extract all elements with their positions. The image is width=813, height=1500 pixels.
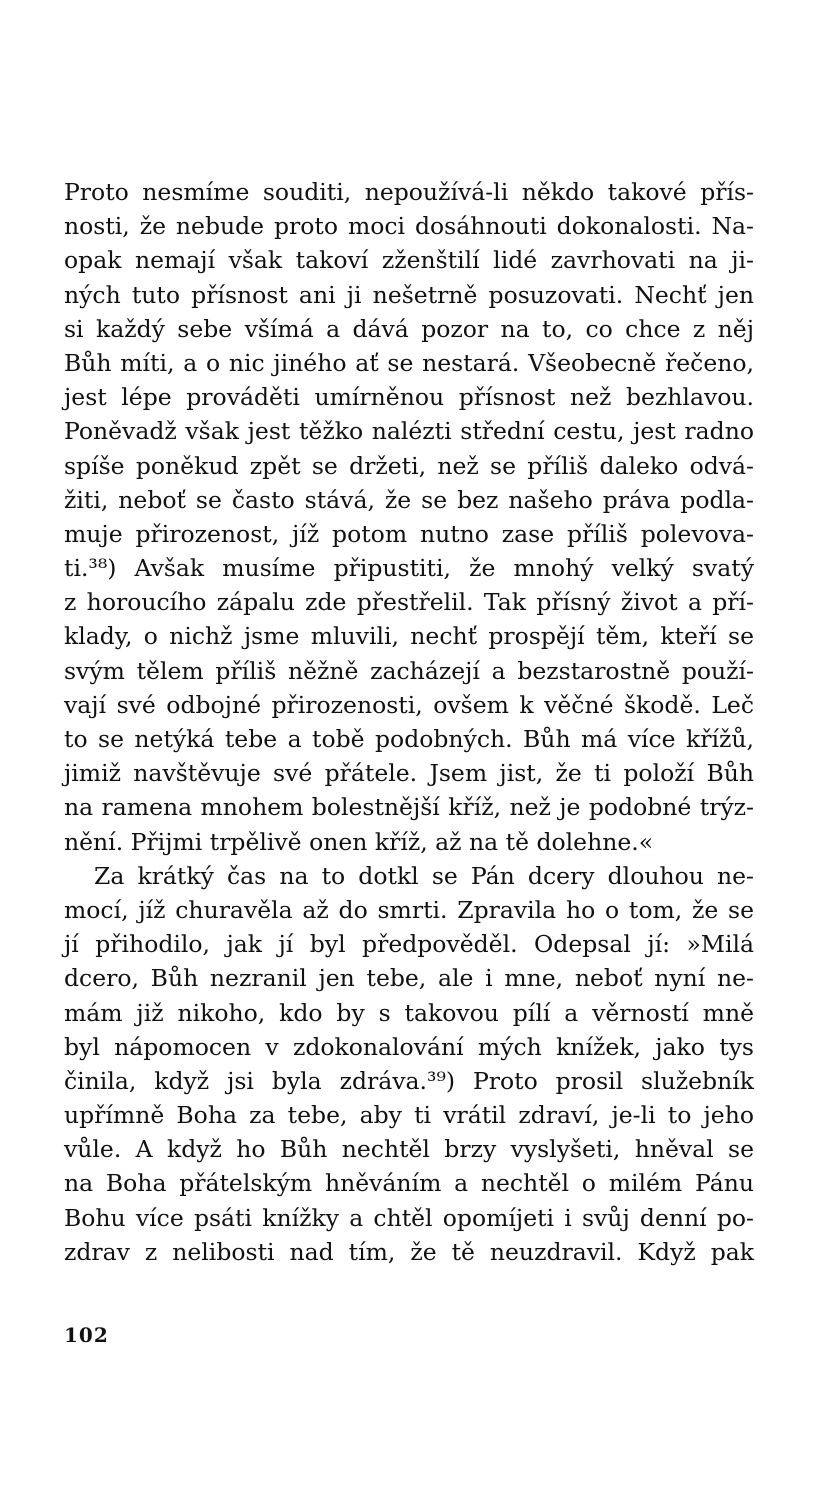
text-line: Bohu více psáti knížky a chtěl opomíjeti i svůj denní po- bbox=[64, 1203, 754, 1232]
page-number: 102 bbox=[64, 1323, 109, 1347]
text-line: jest lépe prováděti umírněnou přísnost než bezhlavou. bbox=[64, 383, 754, 412]
text-line: Bůh míti, a o nic jiného ať se nestará. Všeobecně řečeno, bbox=[64, 348, 754, 377]
text-line: spíše poněkud zpět se držeti, než se příliš daleko odvá- bbox=[64, 451, 754, 480]
text-line: klady, o nichž jsme mluvili, nechť prospějí těm, kteří se bbox=[64, 622, 754, 651]
text-line: z horoucího zápalu zde přestřelil. Tak přísný život a pří- bbox=[64, 588, 754, 617]
text-line: muje přirozenost, jíž potom nutno zase příliš polevova- bbox=[64, 519, 754, 548]
text-line: dcero, Bůh nezranil jen tebe, ale i mne, neboť nyní ne- bbox=[64, 964, 754, 993]
text-line: Proto nesmíme souditi, nepoužívá-li někdo takové přís- bbox=[64, 178, 754, 206]
text-line: mocí, jíž churavěla až do smrti. Zpravila ho o tom, že se bbox=[64, 895, 754, 924]
text-line: upřímně Boha za tebe, aby ti vrátil zdraví, je-li to jeho bbox=[64, 1101, 754, 1130]
text-line: jimiž navštěvuje své přátele. Jsem jist, že ti položí Bůh bbox=[64, 759, 754, 788]
text-line: Za krátký čas na to dotkl se Pán dcery dlouhou ne- bbox=[94, 861, 754, 890]
text-line: si každý sebe všímá a dává pozor na to, co chce z něj bbox=[64, 314, 754, 343]
text-line: svým tělem příliš něžně zacházejí a bezstarostně použí- bbox=[64, 656, 754, 685]
paragraph-1 bbox=[64, 175, 754, 859]
text-line: byl nápomocen v zdokonalování mých knížek, jako tys bbox=[64, 1032, 754, 1061]
text-line: na ramena mnohem bolestnější kříž, než je podobné trýz- bbox=[64, 793, 754, 822]
text-line: jí přihodilo, jak jí byl předpověděl. Odepsal jí: »Milá bbox=[64, 930, 754, 959]
text-line: činila, když jsi byla zdráva.³⁹) Proto prosil služebník bbox=[64, 1066, 754, 1095]
text-line: mám již nikoho, kdo by s takovou pílí a věrností mně bbox=[64, 998, 754, 1027]
text-line: zdrav z nelibosti nad tím, že tě neuzdravil. Když pak bbox=[64, 1237, 754, 1266]
text-line: vají své odbojné přirozenosti, ovšem k věčné škodě. Leč bbox=[64, 690, 754, 719]
text-line: to se netýká tebe a tobě podobných. Bůh má více křížů, bbox=[64, 725, 754, 753]
text-line: opak nemají však takoví zženštilí lidé zavrhovati na ji- bbox=[64, 246, 754, 275]
text-line: nosti, že nebude proto moci dosáhnouti dokonalosti. Na- bbox=[64, 212, 754, 241]
text-line: nění. Přijmi trpělivě onen kříž, až na tě dolehne.« bbox=[64, 827, 654, 856]
text-line: Poněvadž však jest těžko nalézti střední cestu, jest radno bbox=[64, 417, 754, 446]
body-text bbox=[64, 175, 754, 1269]
text-line: na Boha přátelským hněváním a nechtěl o milém Pánu bbox=[64, 1169, 754, 1198]
text-line: žiti, neboť se často stává, že se bez našeho práva podla- bbox=[64, 485, 754, 514]
text-line: vůle. A když ho Bůh nechtěl brzy vyslyšeti, hněval se bbox=[64, 1135, 754, 1164]
text-line: ných tuto přísnost ani ji nešetrně posuzovati. Nechť jen bbox=[64, 280, 754, 309]
paragraph-2 bbox=[64, 859, 754, 1269]
text-line: ti.³⁸) Avšak musíme připustiti, že mnohý velký svatý bbox=[64, 554, 754, 583]
